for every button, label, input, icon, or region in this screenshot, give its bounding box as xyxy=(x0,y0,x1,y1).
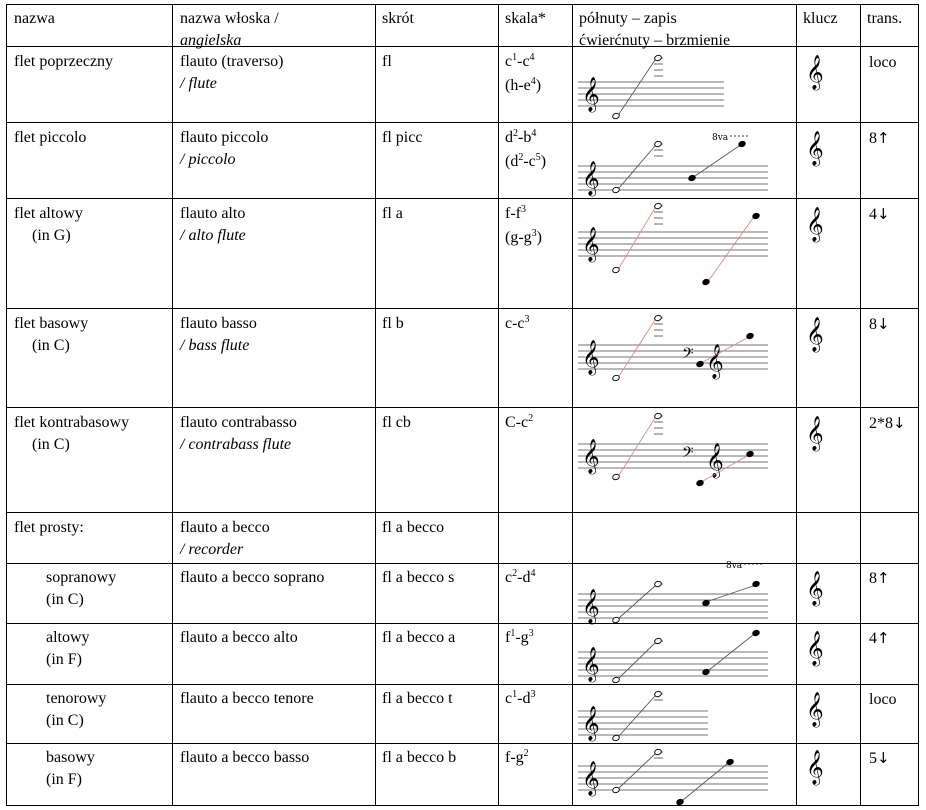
row-italian: flauto a becco soprano xyxy=(180,569,325,586)
svg-text:𝄞: 𝄞 xyxy=(582,647,600,682)
staff-illustration-1 xyxy=(578,133,768,197)
row-trans: 4↑ xyxy=(869,629,890,647)
row-name: flet basowy (in C) xyxy=(14,315,89,354)
treble-clef-icon: 𝄞 xyxy=(806,692,824,727)
row-abbr: fl a becco t xyxy=(382,690,453,707)
svg-text:8va: 8va xyxy=(726,561,743,571)
row-abbr: fl a xyxy=(382,205,403,222)
row-range: $c^2-d^4$ xyxy=(505,568,536,586)
row-name: sopranowy (in C) xyxy=(46,569,117,608)
row-range: $c^1-c^4$ $(h-e^4)$ xyxy=(505,52,542,94)
italian-name: flauto alto xyxy=(180,205,246,222)
row-abbr: fl a becco s xyxy=(382,569,455,586)
italian-name: flauto contrabasso xyxy=(180,414,297,431)
svg-text:𝄞: 𝄞 xyxy=(706,443,724,478)
row-italian xyxy=(180,203,246,247)
header-abbr: skrót xyxy=(382,10,414,27)
svg-text:𝄞: 𝄞 xyxy=(582,589,600,624)
english-name: / flute xyxy=(180,75,217,92)
row-trans: loco xyxy=(869,691,897,708)
row-range: $f-f^3$ $(g-g^3)$ xyxy=(505,204,542,246)
row-name: altowy (in F) xyxy=(46,629,90,668)
row-abbr: fl b xyxy=(382,315,404,332)
row-italian: flauto a becco basso xyxy=(180,749,310,766)
row-trans: 8↓ xyxy=(869,315,890,333)
row-italian xyxy=(180,51,284,95)
staff-illustration-0 xyxy=(578,54,724,119)
italian-name: flauto a becco xyxy=(180,519,270,536)
header-italian xyxy=(180,8,279,52)
row-abbr: fl picc xyxy=(382,129,423,146)
treble-clef-icon: 𝄞 xyxy=(806,750,824,785)
treble-clef-icon: 𝄞 xyxy=(806,131,824,166)
staff-illustration-2 xyxy=(578,202,768,285)
svg-text:𝄞: 𝄞 xyxy=(582,227,600,262)
row-abbr: fl a becco xyxy=(382,519,445,536)
row-name: basowy (in F) xyxy=(46,749,95,788)
row-name: tenorowy (in C) xyxy=(46,690,107,729)
staff-illustration-6 xyxy=(578,629,768,683)
italian-name: flauto basso xyxy=(180,315,257,332)
row-range: $c-c^3$ xyxy=(505,314,530,332)
treble-clef-icon: 𝄞 xyxy=(806,571,824,606)
row-name: flet poprzeczny xyxy=(14,53,114,70)
row-trans: 4↓ xyxy=(869,205,890,223)
svg-text:𝄞: 𝄞 xyxy=(582,77,600,112)
row-abbr: fl cb xyxy=(382,414,411,431)
header-range: skala* xyxy=(505,10,546,27)
row-italian: flauto a becco alto xyxy=(180,629,298,646)
row-name: flet kontrabasowy (in C) xyxy=(14,414,130,453)
header-notation-line1: półnuty – zapis xyxy=(579,10,677,27)
english-name: / contrabass flute xyxy=(180,436,292,453)
staff-illustration-5 xyxy=(578,561,768,625)
row-italian: flauto a becco tenore xyxy=(180,690,314,707)
row-abbr: fl xyxy=(382,53,392,70)
svg-text:𝄢: 𝄢 xyxy=(682,345,694,366)
svg-text:𝄞: 𝄞 xyxy=(582,761,600,796)
row-range: $d^2-b^4$ $(d^2-c^5)$ xyxy=(505,128,547,170)
row-trans: 8↑ xyxy=(869,129,890,147)
row-trans: loco xyxy=(869,54,897,71)
row-italian xyxy=(180,313,257,357)
header-notation-line2: ćwierćnuty – brzmienie xyxy=(579,32,731,49)
row-abbr: fl a becco b xyxy=(382,749,457,766)
staff-illustration-8 xyxy=(578,748,768,805)
header-trans: trans. xyxy=(867,10,903,27)
row-range: $C-c^2$ xyxy=(505,413,534,431)
header-italian-line2: angielska xyxy=(180,32,242,49)
table-grid xyxy=(6,4,919,806)
staff-illustration-7 xyxy=(578,690,708,742)
treble-clef-icon: 𝄞 xyxy=(806,317,824,352)
svg-text:𝄞: 𝄞 xyxy=(582,439,600,474)
treble-clef-icon: 𝄞 xyxy=(806,55,824,90)
svg-text:𝄢: 𝄢 xyxy=(682,444,694,465)
row-name: flet prosty: xyxy=(14,519,84,536)
header-clef: klucz xyxy=(803,10,838,27)
treble-clef-icon: 𝄞 xyxy=(806,207,824,242)
row-range: $f-g^2$ xyxy=(505,748,529,766)
row-name: flet altowy (in G) xyxy=(14,205,83,244)
row-trans: 5↓ xyxy=(869,749,890,767)
row-italian xyxy=(180,127,268,171)
treble-clef-icon: 𝄞 xyxy=(806,631,824,666)
header-italian-line1: nazwa włoska / xyxy=(180,10,279,27)
row-range: $f^1-g^3$ xyxy=(505,628,534,646)
header-notation xyxy=(579,8,730,52)
staff-illustrations xyxy=(578,54,768,805)
italian-name: flauto (traverso) xyxy=(180,53,284,70)
svg-text:𝄞: 𝄞 xyxy=(582,161,600,196)
row-trans: 8↑ xyxy=(869,569,890,587)
row-trans: 2*8↓ xyxy=(869,414,906,432)
header-name: nazwa xyxy=(14,10,55,27)
english-name: / recorder xyxy=(180,541,244,558)
english-name: / bass flute xyxy=(180,337,250,354)
svg-text:𝄞: 𝄞 xyxy=(582,706,600,741)
english-name: / piccolo xyxy=(180,151,236,168)
row-italian xyxy=(180,517,270,561)
svg-text:𝄞: 𝄞 xyxy=(706,344,724,379)
staff-illustration-3 xyxy=(578,314,768,381)
row-italian xyxy=(180,412,297,456)
treble-clef-icon: 𝄞 xyxy=(806,416,824,451)
row-abbr: fl a becco a xyxy=(382,629,456,646)
italian-name: flauto piccolo xyxy=(180,129,269,146)
svg-text:8va: 8va xyxy=(712,133,729,143)
svg-text:𝄞: 𝄞 xyxy=(582,340,600,375)
english-name: / alto flute xyxy=(180,227,246,244)
row-name: flet piccolo xyxy=(14,129,87,146)
row-range: $c^1-d^3$ xyxy=(505,689,536,707)
staff-illustration-4 xyxy=(578,412,768,486)
